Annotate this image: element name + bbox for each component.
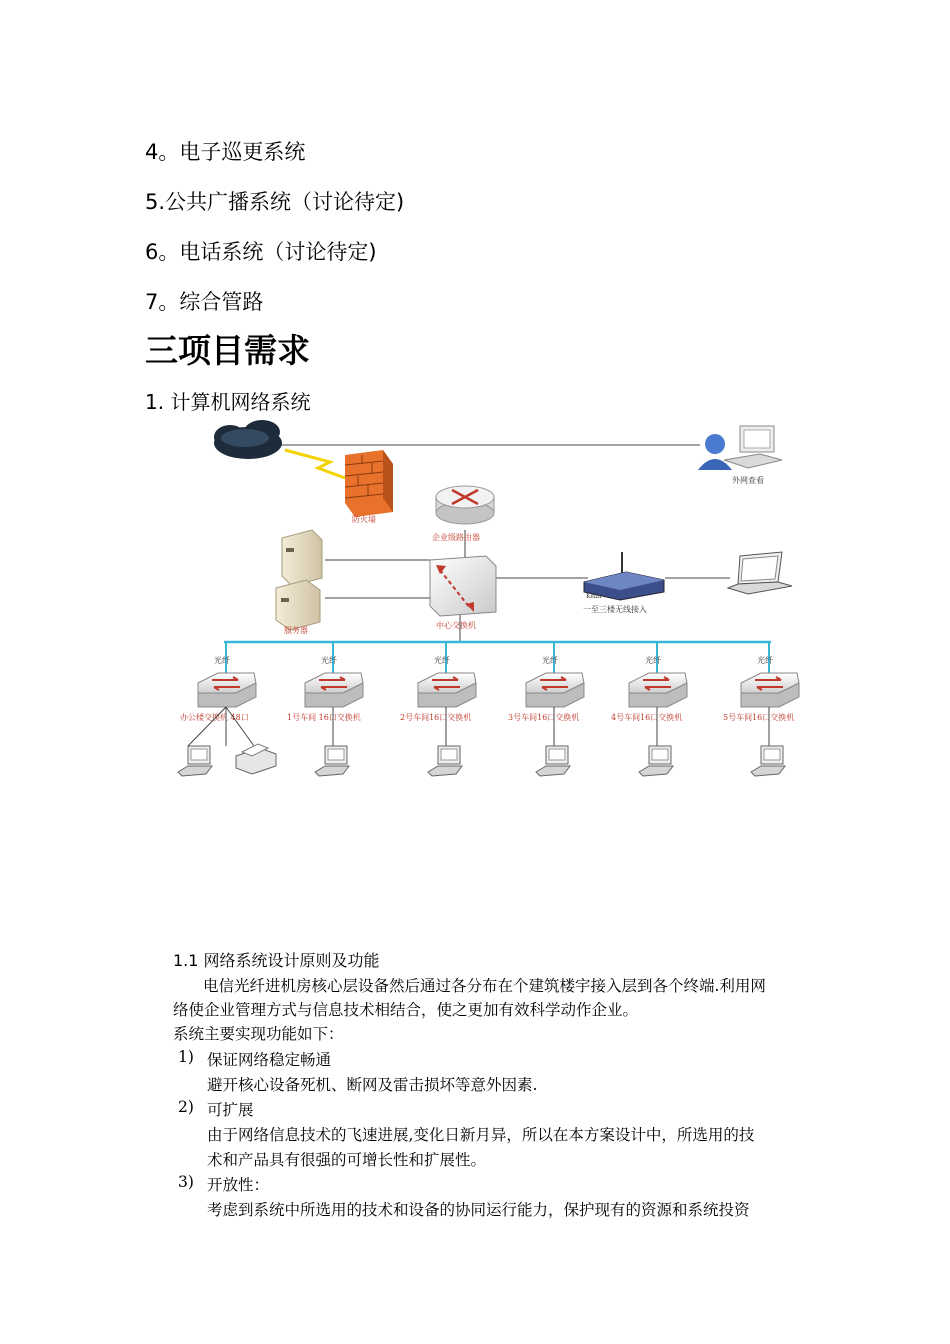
firewall-label: 防火墙 [352,515,376,524]
item-text: 术和产品具有很强的可增长性和扩展性。 [207,1151,487,1169]
server-icon [282,530,322,586]
access-switch-icon [526,673,584,707]
item-title: 保证网络稳定畅通 [207,1051,332,1069]
router-icon [436,486,494,524]
item-title: 可扩展 [207,1101,254,1119]
list-item: 4。电子巡更系统 [145,140,306,164]
item-text: 考虑到系统中所选用的技术和设备的协同运行能力，保护现有的资源和系统投资 [207,1201,750,1219]
workstation-icon [751,746,785,776]
list-item: 5.公共广播系统（讨论待定) [145,190,405,214]
workstation-icon [315,746,349,776]
external-label: 外网查看 [732,476,764,485]
item-text: 避开核心设备死机、断网及雷击损坏等意外因素. [207,1076,538,1094]
section-title: 三项目需求 [145,331,310,370]
list-item: 7。综合管路 [145,290,264,314]
list-item: 6。电话系统（讨论待定) [145,240,377,264]
fiber-label: 光纤 [434,656,450,665]
access-switch-label: 2号车间16口交换机 [400,713,472,722]
wireless-label: 一至三楼无线接入 [583,605,647,614]
item-number: 3) [178,1173,194,1191]
access-switch-label: 1号车间 16口交换机 [287,713,361,722]
item-number: 2) [178,1098,194,1116]
access-switch-icon [629,673,687,707]
access-switch-label: 办公楼交换机 48口 [180,713,249,722]
design-heading: 1.1 网络系统设计原则及功能 [173,951,380,970]
fiber-label: 光纤 [321,656,337,665]
fiber-label: 光纤 [214,656,230,665]
access-switch-icon [198,673,256,707]
lightning-link [285,450,345,478]
wireless-brand-label: Kelin [586,593,602,600]
access-switch-label: 4号车间16口交换机 [611,713,683,722]
access-switch-group [178,642,799,776]
printer-icon [236,744,276,774]
remote-user-icon [698,426,782,470]
item-title: 开放性： [207,1176,270,1194]
firewall-icon [345,450,393,517]
workstation-icon [639,746,673,776]
fiber-label: 光纤 [542,656,558,665]
item-number: 1) [178,1048,194,1066]
access-switch-label: 3号车间16口交换机 [508,713,580,722]
workstation-icon [536,746,570,776]
access-switch-label: 5号车间16口交换机 [723,713,795,722]
access-switch-icon [418,673,476,707]
access-switch-icon [741,673,799,707]
design-intro-line: 络使企业管理方式与信息技术相结合，使之更加有效科学动作企业。 [173,1001,639,1019]
router-label: 企业级路由器 [432,533,480,542]
server-icon [276,580,320,630]
fiber-label: 光纤 [645,656,661,665]
server-label: 服务器 [284,626,308,635]
core-switch-icon [430,556,496,616]
internet-cloud-icon [214,420,282,459]
item-text: 由于网络信息技术的飞速进展,变化日新月异，所以在本方案设计中，所选用的技 [207,1126,755,1144]
fiber-label: 光纤 [757,656,773,665]
workstation-icon [178,746,212,776]
access-switch-icon [305,673,363,707]
subsection-title: 1. 计算机网络系统 [145,390,311,414]
design-intro-line: 电信光纤进机房核心层设备然后通过各分布在个建筑楼宇接入层到各个终端.利用网 [203,977,766,995]
functions-heading: 系统主要实现功能如下： [173,1025,344,1043]
workstation-icon [428,746,462,776]
laptop-icon [728,552,792,594]
core-switch-label: 中心交换机 [436,621,476,630]
